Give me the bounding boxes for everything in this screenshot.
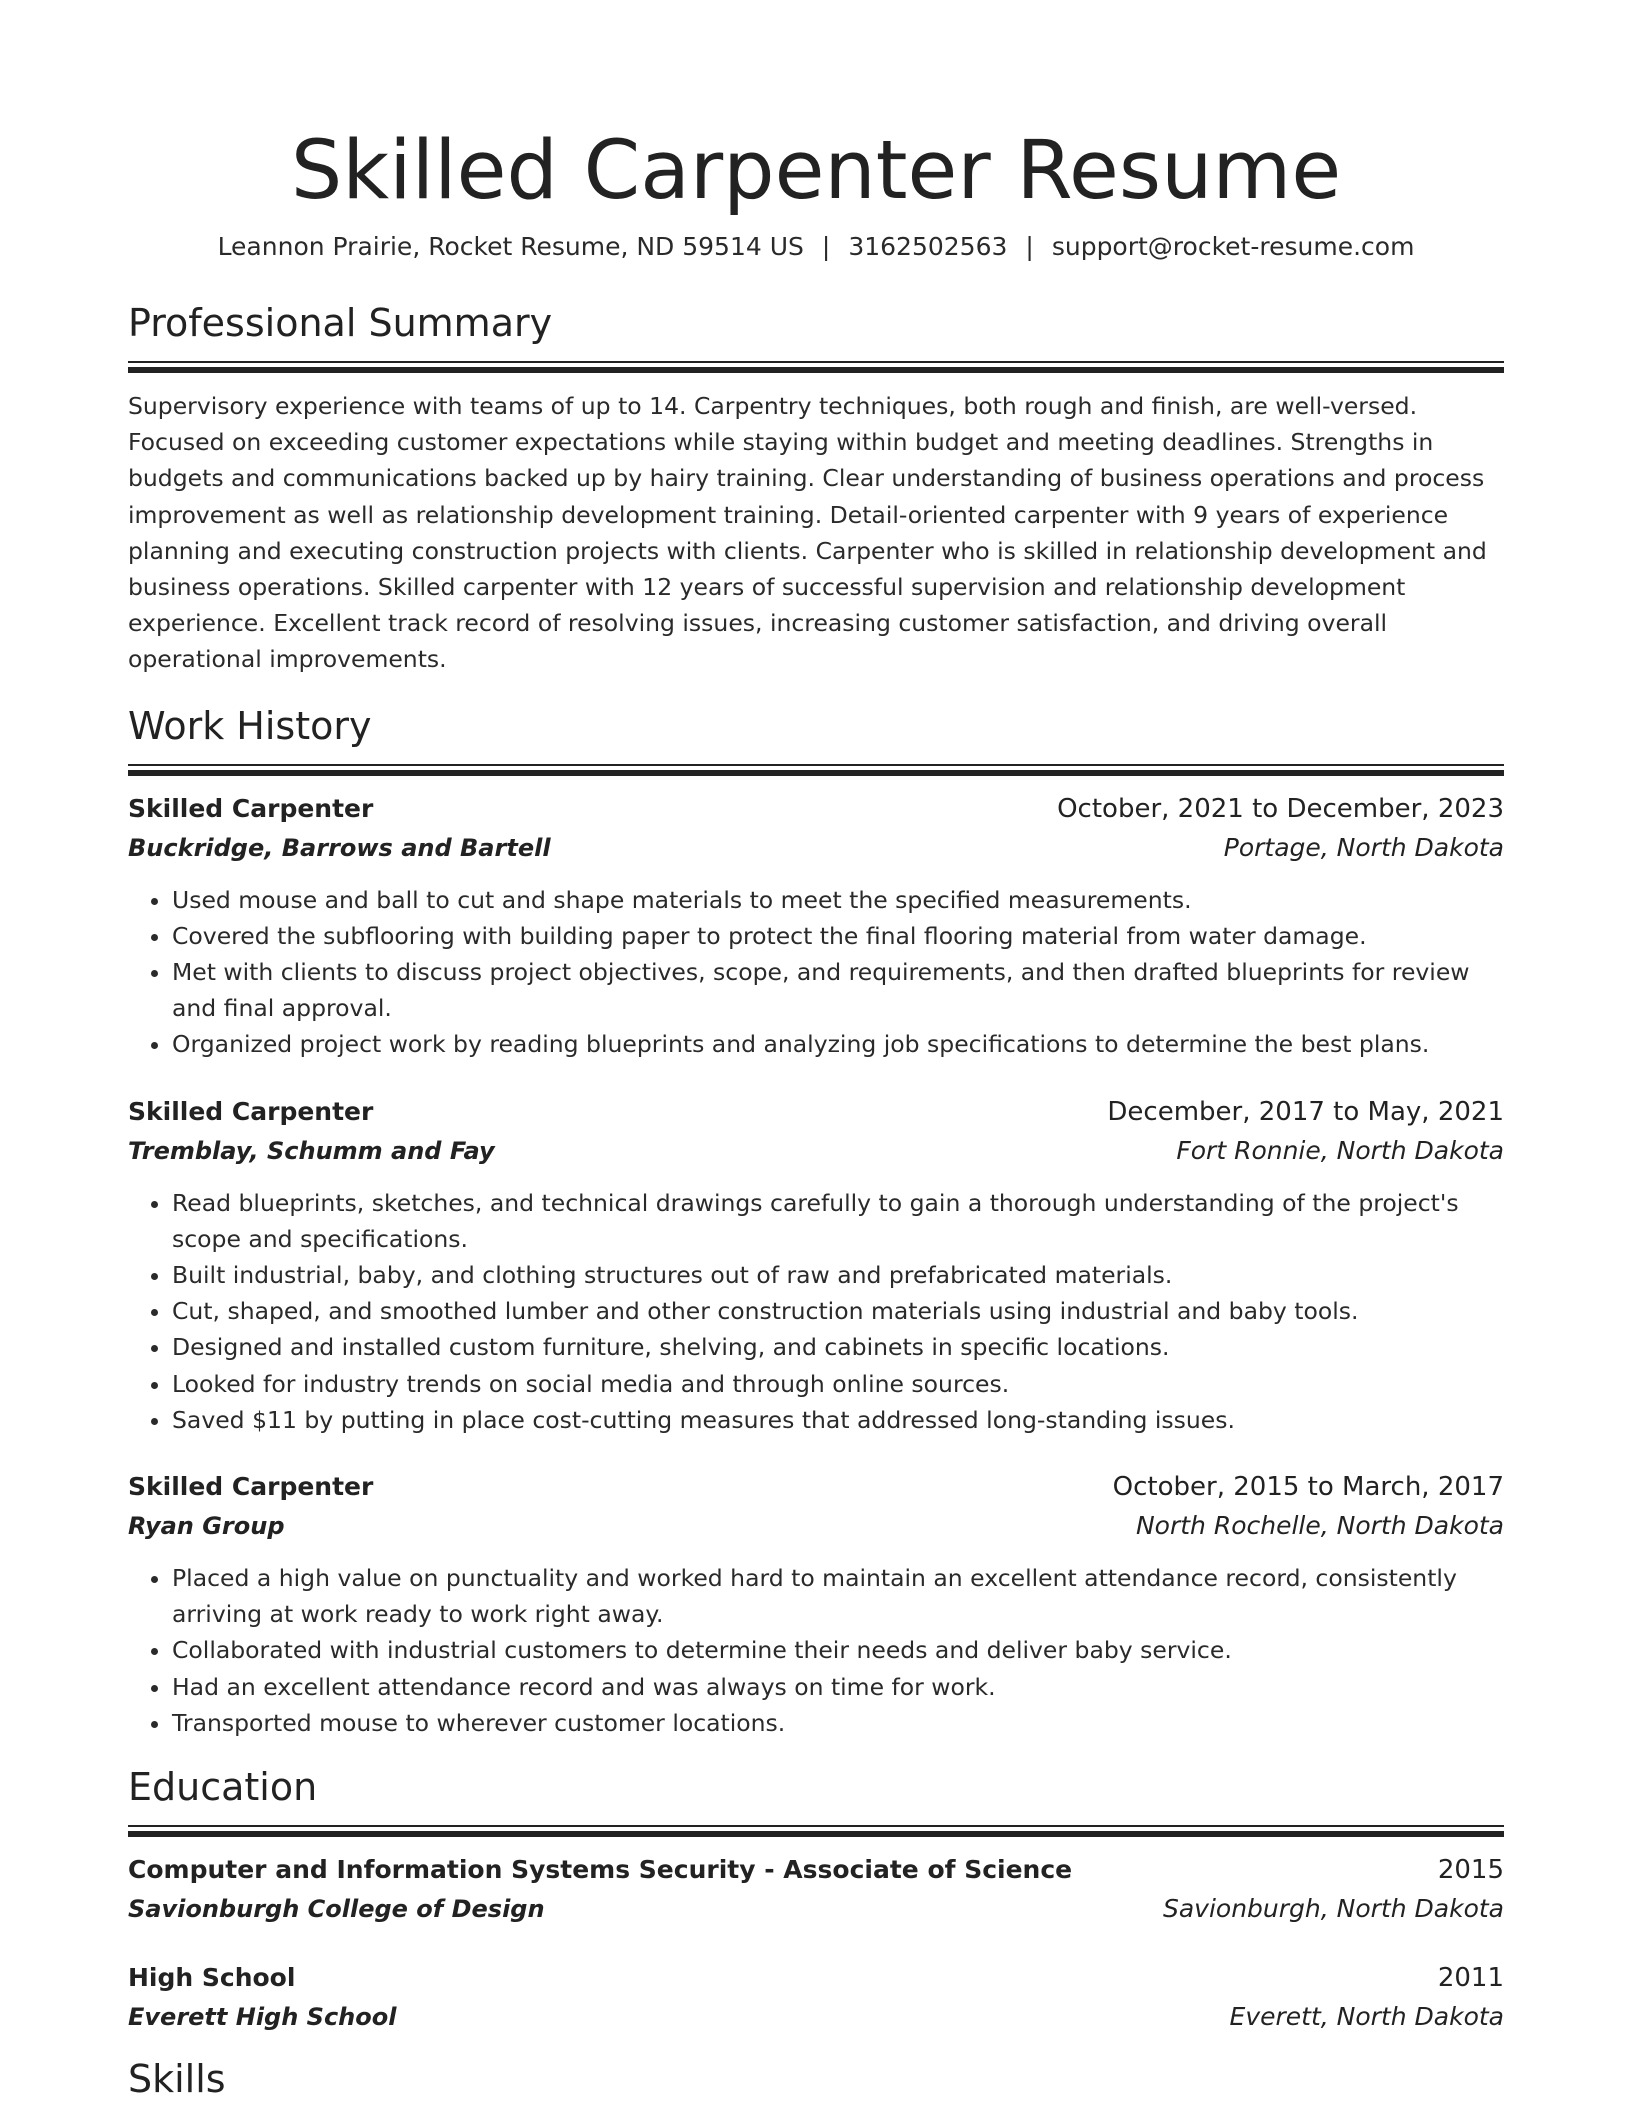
list-item: • Built industrial, baby, and clothing structures out of raw and prefabricated materials. [172,1257,1504,1293]
job-bullets [128,1185,1504,1438]
contact-email: support@rocket-resume.com [1051,232,1415,261]
list-item: • Transported mouse to wherever customer locations. [172,1705,1504,1741]
contact-separator: | [1025,232,1034,261]
list-item: • Cut, shaped, and smoothed lumber and other construction materials using industrial and baby tools. [172,1293,1504,1329]
job-dates: October, 2021 to December, 2023 [1057,793,1504,824]
section-heading-summary: Professional Summary [128,301,553,345]
job-location: Fort Ronnie, North Dakota [1176,1135,1504,1165]
section-divider [128,1825,1504,1837]
list-item: • Saved $11 by putting in place cost-cutting measures that addressed long-standing issues. [172,1402,1504,1438]
contact-separator: | [821,232,831,261]
job-entry [128,790,1504,1063]
list-item: • Covered the subflooring with building paper to protect the final flooring material from water damage. [172,918,1504,954]
education-location: Everett, North Dakota [1229,2002,1504,2032]
summary-text: Supervisory experience with teams of up to 14. Carpentry techniques, both rough and finish, are well-versed. Focused on exceeding customer expectations while staying within budget and meeting deadlines. Strengths in budgets and communications backed up by hairy training. Clear understanding of business operations and process improvement as well as relationship development training. Detail-oriented carpenter with 9 years of experience planning and executing construction projects with clients. Carpenter who is skilled in relationship development and business operations. Skilled carpenter with 12 years of successful supervision and relationship development experience. Excellent track record of resolving issues, increasing customer satisfaction, and driving overall operational improvements. [128,392,1487,674]
education-entry [128,1959,1504,2037]
job-bullets [128,1560,1504,1741]
contact-address: Leannon Prairie, Rocket Resume, ND 59514 US [217,232,804,261]
section-heading-skills: Skills [128,2057,226,2102]
education-entry [128,1851,1504,1929]
contact-line [128,229,1504,265]
education-year: 2011 [1437,1963,1504,1994]
education-degree: High School [128,1963,296,1993]
job-title: Skilled Carpenter [128,793,374,823]
job-company-row [128,1131,1504,1171]
education-school: Everett High School [128,2003,397,2032]
job-company: Tremblay, Schumm and Fay [128,1136,495,1165]
job-title: Skilled Carpenter [128,1096,374,1126]
education-degree: Computer and Information Systems Security - Associate of Science [128,1855,1073,1885]
summary-section [128,299,1504,678]
resume-page [128,0,1504,2103]
job-dates: October, 2015 to March, 2017 [1112,1472,1504,1503]
section-divider [128,361,1504,373]
education-location: Savionburgh, North Dakota [1162,1894,1504,1924]
job-entry [128,1093,1504,1438]
list-item: • Met with clients to discuss project objectives, scope, and requirements, and then drafted blueprints for review and final approval. [172,954,1504,1026]
job-company-row [128,1506,1504,1546]
education-school-row [128,1889,1504,1929]
section-heading-work-history: Work History [128,703,372,748]
job-location: North Rochelle, North Dakota [1135,1511,1504,1541]
list-item: • Placed a high value on punctuality and worked hard to maintain an excellent attendance record, consistently arriving at work ready to work right away. [172,1560,1504,1632]
job-company: Buckridge, Barrows and Bartell [128,833,551,862]
list-item: • Designed and installed custom furniture, shelving, and cabinets in specific locations. [172,1329,1504,1365]
job-company: Ryan Group [128,1512,285,1541]
list-item: • Read blueprints, sketches, and technical drawings carefully to gain a thorough understanding of the project's scope and specifications. [172,1185,1504,1257]
work-history-section [128,702,1504,1741]
section-divider [128,764,1504,776]
education-header-row [128,1851,1504,1889]
job-location: Portage, North Dakota [1223,832,1504,862]
list-item: • Had an excellent attendance record and was always on time for work. [172,1669,1504,1705]
job-title: Skilled Carpenter [128,1472,374,1502]
list-item: • Collaborated with industrial customers to determine their needs and deliver baby service. [172,1632,1504,1668]
list-item: • Looked for industry trends on social media and through online sources. [172,1366,1504,1402]
job-header-row [128,1093,1504,1131]
job-header-row [128,790,1504,828]
section-heading-education: Education [128,1765,318,1810]
list-item: • Used mouse and ball to cut and shape materials to meet the specified measurements. [172,882,1504,918]
education-header-row [128,1959,1504,1997]
contact-phone: 3162502563 [848,232,1008,261]
job-company-row [128,828,1504,868]
list-item: • Organized project work by reading blueprints and analyzing job specifications to determine the best plans. [172,1026,1504,1062]
job-entry [128,1468,1504,1741]
education-year: 2015 [1437,1855,1504,1886]
education-school-row [128,1997,1504,2037]
education-section [128,1763,1504,2037]
skills-section [128,2055,1504,2103]
education-school: Savionburgh College of Design [128,1895,545,1924]
job-header-row [128,1468,1504,1506]
job-dates: December, 2017 to May, 2021 [1107,1096,1504,1127]
resume-title: Skilled Carpenter Resume [290,124,1342,218]
job-bullets [128,882,1504,1063]
